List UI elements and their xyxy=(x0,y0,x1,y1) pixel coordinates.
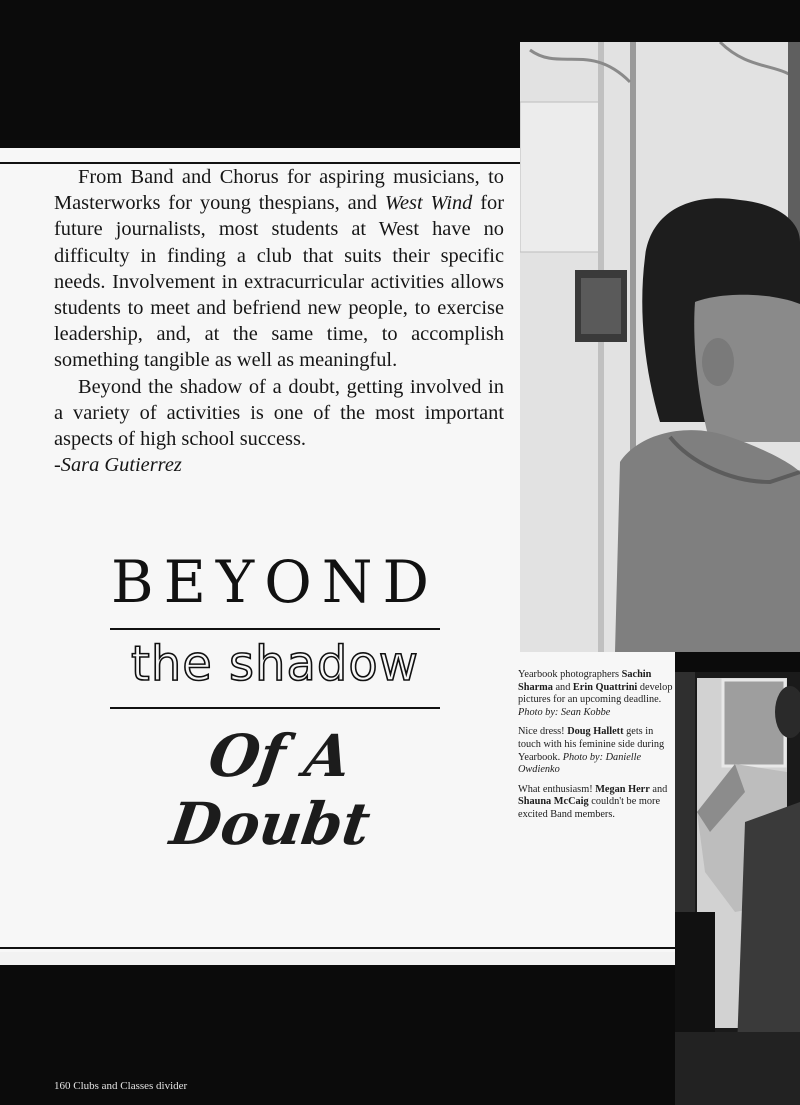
paragraph-1-end: for future journalists, most students at West have no difficulty in finding a club that suits their specific needs. Involvement in extracurricular activities allows students to meet and befriend new people, to exercise leadership, and, at the same time, to accomplish something tangible as well as meaningful. xyxy=(54,192,505,372)
caption-text: and xyxy=(649,783,668,795)
bottom-strip xyxy=(0,952,675,965)
paragraph-2: Beyond the shadow of a doubt, getting involved in a variety of activities is one of the most important aspects of high school success. xyxy=(54,375,504,451)
title-beyond: BEYOND xyxy=(110,548,440,616)
title-rule-1 xyxy=(110,628,440,630)
title-of-a-doubt: Of A Doubt xyxy=(166,722,375,858)
caption-text: couldn't be more excited Band members. xyxy=(518,796,661,820)
bottom-rule xyxy=(0,947,675,949)
title-the-shadow: the shadow xyxy=(131,636,419,692)
caption-3 xyxy=(518,784,675,822)
article-body xyxy=(54,164,504,478)
caption-name: Doug Hallett xyxy=(567,726,624,738)
photo-captions xyxy=(518,669,675,829)
caption-name: Sachin Sharma xyxy=(518,669,652,693)
page-folio: 160 Clubs and Classes divider xyxy=(54,1080,188,1092)
paragraph-1-start: From Band and Chorus for aspiring musicians, to Masterworks for young thespians, and xyxy=(54,166,504,215)
author-byline: -Sara Gutierrez xyxy=(54,454,182,477)
caption-text: Yearbook photographers xyxy=(518,669,622,680)
photo-band-members xyxy=(675,672,800,1105)
title-rule-2 xyxy=(110,707,440,709)
caption-text: gets in touch with his feminine side during Yearbook. xyxy=(518,726,665,763)
caption-1 xyxy=(518,669,675,719)
caption-text: What enthusiasm! xyxy=(518,783,596,795)
caption-2 xyxy=(518,726,675,776)
photo-photographers xyxy=(520,42,800,652)
caption-name: Megan Herr xyxy=(595,783,650,795)
caption-name: Shauna McCaig xyxy=(518,796,589,808)
photo-credit: Photo by: Danielle Owdienko xyxy=(518,751,642,776)
caption-text: Nice dress! xyxy=(518,726,568,738)
publication-name: West Wind xyxy=(384,192,473,215)
caption-text: and xyxy=(552,681,573,693)
photo-credit: Photo by: Sean Kobbe xyxy=(518,706,611,718)
caption-name: Erin Quattrini xyxy=(572,681,638,693)
paragraph-1 xyxy=(54,164,504,374)
caption-text: develop pictures for an upcoming deadline. xyxy=(518,681,673,706)
